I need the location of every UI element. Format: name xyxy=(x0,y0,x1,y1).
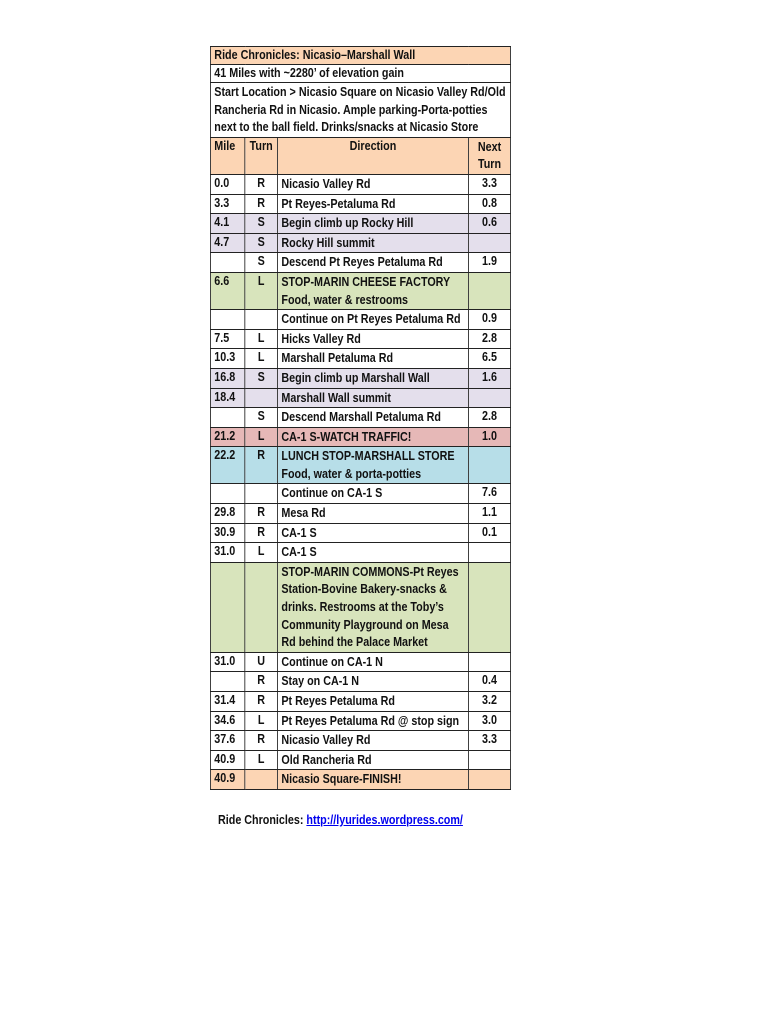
cue-mile xyxy=(210,310,244,330)
cue-row xyxy=(210,731,510,751)
cue-mile: 16.8 xyxy=(210,368,244,388)
cue-row xyxy=(210,310,510,330)
cue-mile: 31.0 xyxy=(210,652,244,672)
cue-direction: Rocky Hill summit xyxy=(278,233,469,253)
header-direction: Direction xyxy=(278,137,469,174)
cue-direction: Begin climb up Rocky Hill xyxy=(278,214,469,234)
cue-turn: L xyxy=(245,711,278,731)
cue-next-turn: 3.3 xyxy=(468,731,510,751)
cue-mile xyxy=(210,562,244,652)
cue-next-turn xyxy=(468,750,510,770)
cue-next-turn: 7.6 xyxy=(468,484,510,504)
cue-turn: R xyxy=(245,692,278,712)
cue-next-turn: 3.0 xyxy=(468,711,510,731)
cue-next-turn xyxy=(468,652,510,672)
cue-mile: 4.7 xyxy=(210,233,244,253)
cue-mile xyxy=(210,672,244,692)
cue-row xyxy=(210,329,510,349)
cue-row xyxy=(210,174,510,194)
cue-direction: Continue on Pt Reyes Petaluma Rd xyxy=(278,310,469,330)
cue-mile: 40.9 xyxy=(210,750,244,770)
cue-next-turn: 1.0 xyxy=(468,427,510,447)
column-header-row xyxy=(210,137,510,174)
cue-turn: R xyxy=(245,174,278,194)
cue-direction: Pt Reyes-Petaluma Rd xyxy=(278,194,469,214)
cue-next-turn: 0.8 xyxy=(468,194,510,214)
cue-row xyxy=(210,349,510,369)
cue-direction: Pt Reyes Petaluma Rd xyxy=(278,692,469,712)
cue-direction: Continue on CA-1 S xyxy=(278,484,469,504)
cue-direction: Nicasio Square-FINISH! xyxy=(278,770,469,790)
cue-direction: Marshall Wall summit xyxy=(278,388,469,408)
cue-mile: 18.4 xyxy=(210,388,244,408)
cue-mile: 31.0 xyxy=(210,543,244,563)
cue-mile: 37.6 xyxy=(210,731,244,751)
distance-row xyxy=(210,65,510,83)
cue-mile xyxy=(210,408,244,428)
cue-mile xyxy=(210,253,244,273)
cue-mile: 0.0 xyxy=(210,174,244,194)
footer-label: Ride Chronicles: xyxy=(218,813,304,827)
cue-next-turn: 0.9 xyxy=(468,310,510,330)
cue-turn: L xyxy=(245,272,278,309)
cue-direction: Descend Pt Reyes Petaluma Rd xyxy=(278,253,469,273)
cue-direction: Old Rancheria Rd xyxy=(278,750,469,770)
cue-mile: 21.2 xyxy=(210,427,244,447)
cue-row xyxy=(210,214,510,234)
cue-row xyxy=(210,233,510,253)
title-row xyxy=(210,47,510,65)
cue-mile: 29.8 xyxy=(210,504,244,524)
cue-sheet-body xyxy=(210,47,510,790)
cue-direction: CA-1 S xyxy=(278,543,469,563)
cue-row xyxy=(210,504,510,524)
cue-next-turn: 1.9 xyxy=(468,253,510,273)
cue-turn: R xyxy=(245,504,278,524)
cue-mile: 4.1 xyxy=(210,214,244,234)
cue-sheet-table xyxy=(210,46,511,790)
cue-turn: U xyxy=(245,652,278,672)
cue-turn: R xyxy=(245,672,278,692)
cue-row xyxy=(210,253,510,273)
cue-next-turn: 0.6 xyxy=(468,214,510,234)
cue-turn: L xyxy=(245,750,278,770)
cue-mile: 3.3 xyxy=(210,194,244,214)
cue-next-turn: 6.5 xyxy=(468,349,510,369)
cue-row xyxy=(210,484,510,504)
cue-next-turn: 2.8 xyxy=(468,408,510,428)
cue-mile: 10.3 xyxy=(210,349,244,369)
ride-distance: 41 Miles with ~2280’ of elevation gain xyxy=(210,65,510,83)
cue-turn: L xyxy=(245,543,278,563)
cue-turn xyxy=(245,770,278,790)
cue-next-turn xyxy=(468,272,510,309)
cue-mile: 6.6 xyxy=(210,272,244,309)
cue-next-turn: 0.4 xyxy=(468,672,510,692)
cue-next-turn xyxy=(468,562,510,652)
cue-turn: S xyxy=(245,233,278,253)
cue-row xyxy=(210,672,510,692)
cue-turn xyxy=(245,484,278,504)
cue-row xyxy=(210,750,510,770)
cue-direction: Stay on CA-1 N xyxy=(278,672,469,692)
cue-direction: CA-1 S-WATCH TRAFFIC! xyxy=(278,427,469,447)
cue-direction: Nicasio Valley Rd xyxy=(278,174,469,194)
cue-turn: S xyxy=(245,408,278,428)
cue-row xyxy=(210,652,510,672)
cue-next-turn: 0.1 xyxy=(468,523,510,543)
cue-direction: Descend Marshall Petaluma Rd xyxy=(278,408,469,428)
ride-title: Ride Chronicles: Nicasio–Marshall Wall xyxy=(210,47,510,65)
cue-turn: S xyxy=(245,214,278,234)
cue-direction: Pt Reyes Petaluma Rd @ stop sign xyxy=(278,711,469,731)
cue-next-turn: 1.6 xyxy=(468,368,510,388)
cue-direction: Mesa Rd xyxy=(278,504,469,524)
cue-next-turn xyxy=(468,388,510,408)
cue-mile: 40.9 xyxy=(210,770,244,790)
cue-mile: 31.4 xyxy=(210,692,244,712)
cue-turn xyxy=(245,562,278,652)
cue-mile: 34.6 xyxy=(210,711,244,731)
cue-turn: L xyxy=(245,349,278,369)
cue-row xyxy=(210,368,510,388)
cue-turn xyxy=(245,388,278,408)
cue-row xyxy=(210,770,510,790)
cue-turn: R xyxy=(245,523,278,543)
cue-direction: Marshall Petaluma Rd xyxy=(278,349,469,369)
cue-direction: LUNCH STOP-MARSHALL STORE Food, water & porta-potties xyxy=(278,447,469,484)
cue-direction: CA-1 S xyxy=(278,523,469,543)
cue-row xyxy=(210,562,510,652)
cue-turn: R xyxy=(245,194,278,214)
cue-next-turn: 3.2 xyxy=(468,692,510,712)
cue-mile xyxy=(210,484,244,504)
cue-next-turn xyxy=(468,233,510,253)
cue-next-turn xyxy=(468,770,510,790)
cue-row xyxy=(210,523,510,543)
cue-direction: Begin climb up Marshall Wall xyxy=(278,368,469,388)
cue-turn: R xyxy=(245,731,278,751)
cue-row xyxy=(210,543,510,563)
cue-mile: 30.9 xyxy=(210,523,244,543)
cue-direction: Continue on CA-1 N xyxy=(278,652,469,672)
cue-row xyxy=(210,692,510,712)
cue-direction: Hicks Valley Rd xyxy=(278,329,469,349)
cue-direction: STOP-MARIN COMMONS-Pt Reyes Station-Bovine Bakery-snacks & drinks. Restrooms at the Toby’s Community Playground on Mesa Rd behind the Palace Market xyxy=(278,562,469,652)
footer xyxy=(218,813,463,827)
cue-next-turn: 2.8 xyxy=(468,329,510,349)
cue-row xyxy=(210,408,510,428)
cue-next-turn xyxy=(468,543,510,563)
cue-next-turn xyxy=(468,447,510,484)
cue-turn xyxy=(245,310,278,330)
cue-mile: 7.5 xyxy=(210,329,244,349)
header-turn: Turn xyxy=(245,137,278,174)
cue-row xyxy=(210,447,510,484)
cue-turn: S xyxy=(245,368,278,388)
cue-next-turn: 1.1 xyxy=(468,504,510,524)
cue-turn: L xyxy=(245,329,278,349)
cue-turn: R xyxy=(245,447,278,484)
cue-direction: STOP-MARIN CHEESE FACTORY Food, water & restrooms xyxy=(278,272,469,309)
header-next-turn: Next Turn xyxy=(468,137,510,174)
cue-mile: 22.2 xyxy=(210,447,244,484)
ride-chronicles-link[interactable]: http://lyurides.wordpress.com/ xyxy=(306,813,463,827)
cue-row xyxy=(210,427,510,447)
cue-row xyxy=(210,272,510,309)
cue-turn: S xyxy=(245,253,278,273)
cue-row xyxy=(210,194,510,214)
cue-row xyxy=(210,711,510,731)
cue-next-turn: 3.3 xyxy=(468,174,510,194)
start-location-row xyxy=(210,83,510,138)
start-location: Start Location > Nicasio Square on Nicasio Valley Rd/Old Rancheria Rd in Nicasio. Ample parking-Porta-potties next to the ball field. Drinks/snacks at Nicasio Store xyxy=(210,83,510,138)
cue-row xyxy=(210,388,510,408)
cue-turn: L xyxy=(245,427,278,447)
cue-direction: Nicasio Valley Rd xyxy=(278,731,469,751)
header-mile: Mile xyxy=(210,137,244,174)
